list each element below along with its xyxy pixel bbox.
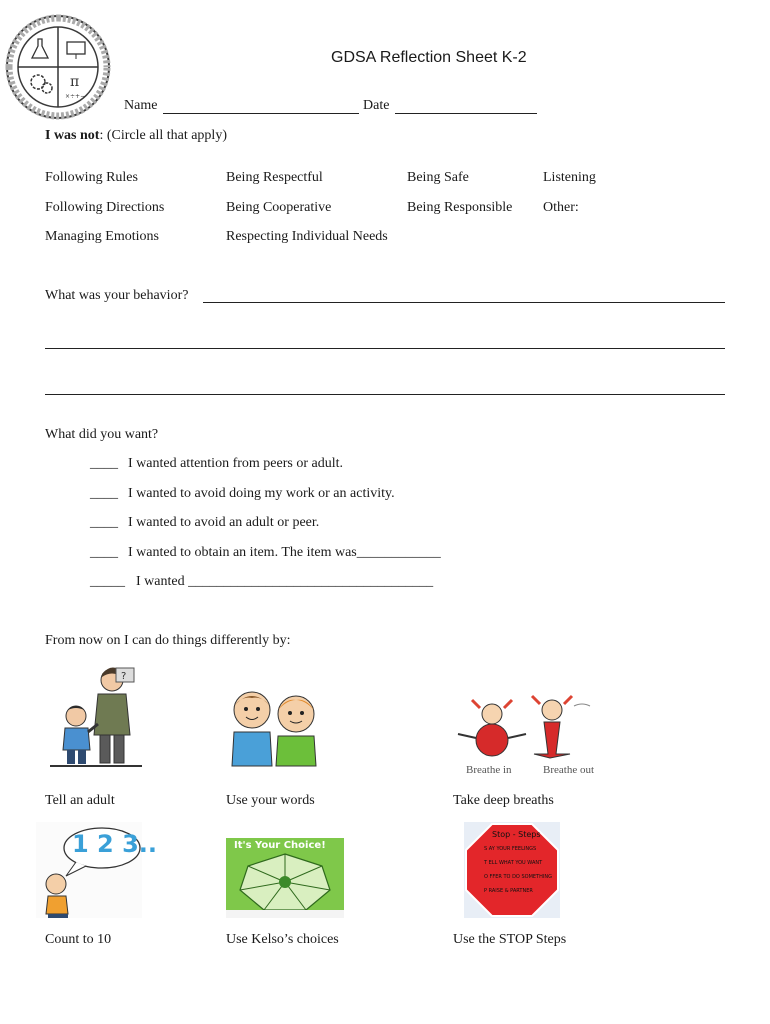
stop-steps-image — [464, 822, 560, 918]
stop-step-s: S AY YOUR FEELINGS — [484, 846, 537, 852]
want-blank-4[interactable]: ____ — [90, 545, 118, 560]
kelso-choices-image — [226, 838, 344, 918]
strategy-count-to-ten: Count to 10 — [45, 932, 112, 947]
page-title: GDSA Reflection Sheet K-2 — [331, 49, 527, 66]
want-item-other: I wanted ___________________________________ — [136, 574, 434, 589]
strategy-use-words: Use your words — [226, 793, 315, 808]
behavior-line-1[interactable] — [203, 302, 725, 303]
behavior-line-3[interactable] — [45, 394, 725, 395]
option-other[interactable]: Other: — [543, 200, 579, 215]
option-respecting-individual-needs[interactable]: Respecting Individual Needs — [226, 229, 388, 244]
name-field[interactable] — [163, 113, 359, 114]
strategy-stop-steps: Use the STOP Steps — [453, 932, 567, 947]
svg-text:×÷+−: ×÷+− — [65, 93, 86, 100]
behavior-question: What was your behavior? — [45, 288, 189, 303]
date-label: Date — [363, 98, 390, 113]
want-item-obtain: I wanted to obtain an item. The item was____________ — [128, 545, 441, 560]
want-item-avoid-work: I wanted to avoid doing my work or an activity. — [128, 486, 395, 501]
want-blank-2[interactable]: ____ — [90, 486, 118, 501]
want-item-attention: I wanted attention from peers or adult. — [128, 456, 343, 471]
stop-step-p: P RAISE & PARTNER — [484, 888, 533, 894]
stop-steps-title: Stop - Steps — [492, 830, 541, 839]
kelso-banner: It's Your Choice! — [234, 840, 326, 851]
option-following-rules[interactable]: Following Rules — [45, 170, 138, 185]
breathe-in-label: Breathe in — [466, 764, 512, 776]
option-listening[interactable]: Listening — [543, 170, 596, 185]
strategy-kelso-choices: Use Kelso’s choices — [226, 932, 339, 947]
was-not-label: I was not — [45, 128, 100, 143]
use-words-image — [224, 684, 322, 766]
name-label: Name — [124, 98, 158, 113]
date-field[interactable] — [395, 113, 537, 114]
school-logo — [5, 14, 111, 120]
svg-text:?: ? — [121, 671, 127, 682]
option-following-directions[interactable]: Following Directions — [45, 200, 165, 215]
stop-step-o: O FFER TO DO SOMETHING — [484, 874, 552, 880]
want-blank-3[interactable]: ____ — [90, 515, 118, 530]
svg-text:π: π — [70, 74, 80, 90]
tell-adult-image — [50, 660, 142, 768]
strategy-deep-breaths: Take deep breaths — [453, 793, 554, 808]
breathe-out-label: Breathe out — [543, 764, 595, 776]
count-digits: 1 2 3.. — [72, 830, 158, 858]
want-blank-5[interactable]: _____ — [90, 574, 125, 589]
want-item-avoid-adult: I wanted to avoid an adult or peer. — [128, 515, 320, 530]
option-being-respectful[interactable]: Being Respectful — [226, 170, 323, 185]
was-not-instruction: : (Circle all that apply) — [99, 128, 227, 143]
strategy-tell-adult: Tell an adult — [45, 793, 115, 808]
option-being-responsible[interactable]: Being Responsible — [407, 200, 513, 215]
want-question: What did you want? — [45, 427, 159, 442]
want-blank-1[interactable]: ____ — [90, 456, 118, 471]
stop-step-t: T ELL WHAT YOU WANT — [484, 860, 543, 866]
option-being-safe[interactable]: Being Safe — [407, 170, 469, 185]
option-managing-emotions[interactable]: Managing Emotions — [45, 229, 159, 244]
was-not-heading — [45, 128, 227, 144]
count-to-ten-image — [36, 822, 158, 918]
behavior-line-2[interactable] — [45, 348, 725, 349]
strategies-heading: From now on I can do things differently by: — [45, 633, 291, 648]
option-being-cooperative[interactable]: Being Cooperative — [226, 200, 332, 215]
